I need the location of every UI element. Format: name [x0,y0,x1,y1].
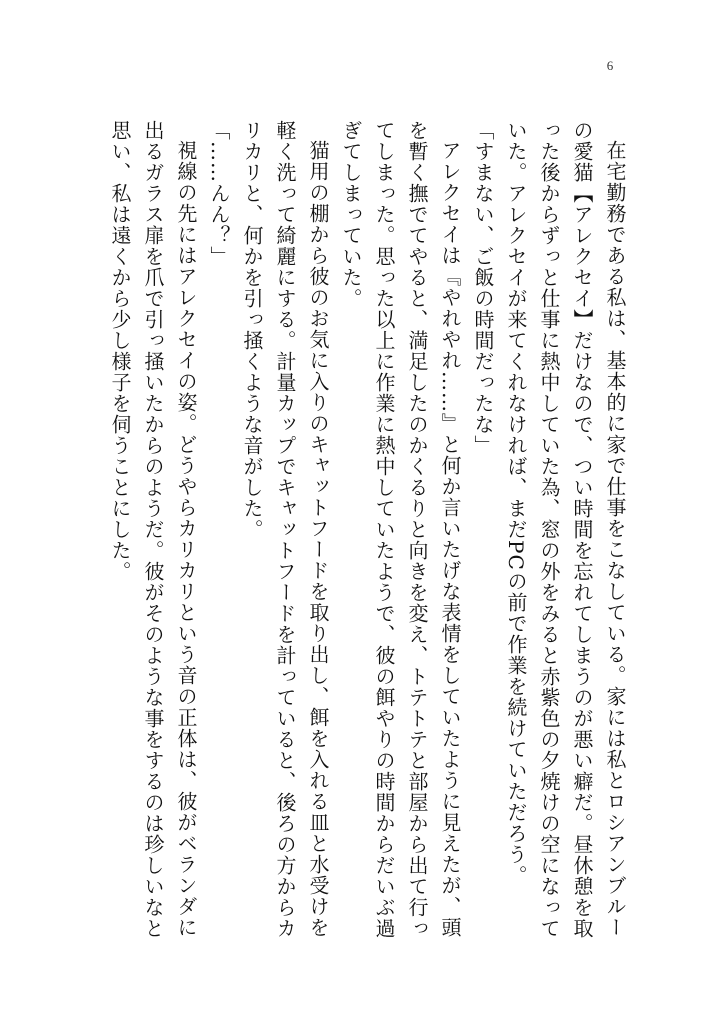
paragraph-1: 在宅勤務である私は、基本的に家で仕事をこなしている。家には私とロシアンブルーの愛猫【アレクセイ】だけなので、つい時間を忘れてしまうのが悪い癖だ。昼休憩を取った後からずっと仕事に熱中していた為、窓の外をみると赤紫色の夕焼けの空になっていた。アレクセイが来てくれなければ、まだPCの前で作業を続けていただろう。 [504,120,627,939]
page-number: 6 [606,58,614,73]
dialogue-2: 「……んん？」 [207,120,231,267]
paragraph-4: 視線の先にはアレクセイの姿。どうやらカリカリという音の正体は、彼がベランダに出るガラス扉を爪で引っ掻いたからのようだ。彼がそのような事をするのは珍しいなと思い、私は遠くから少し様子を伺うことにした。 [108,120,198,939]
body-text [108,120,631,940]
paragraph-2: アレクセイは『やれやれ……』と何か言いたげな表情をしていたように見えたが、頭を暫く撫でてやると、満足したのかくるりと向きを変え、トテトテと部屋から出て行ってしまった。思った以上に作業に熱中していたようで、彼の餌やりの時間からだいぶ過ぎてしまっていた。 [339,120,462,939]
paragraph-3: 猫用の棚から彼のお気に入りのキャットフードを取り出し、餌を入れる皿と水受けを軽く洗って綺麗にする。計量カップでキャットフードを計っていると、後ろの方からカリカリと、何かを引っ掻くような音がした。 [240,120,330,939]
dialogue-1: 「すまない、ご飯の時間だったな」 [471,120,495,456]
